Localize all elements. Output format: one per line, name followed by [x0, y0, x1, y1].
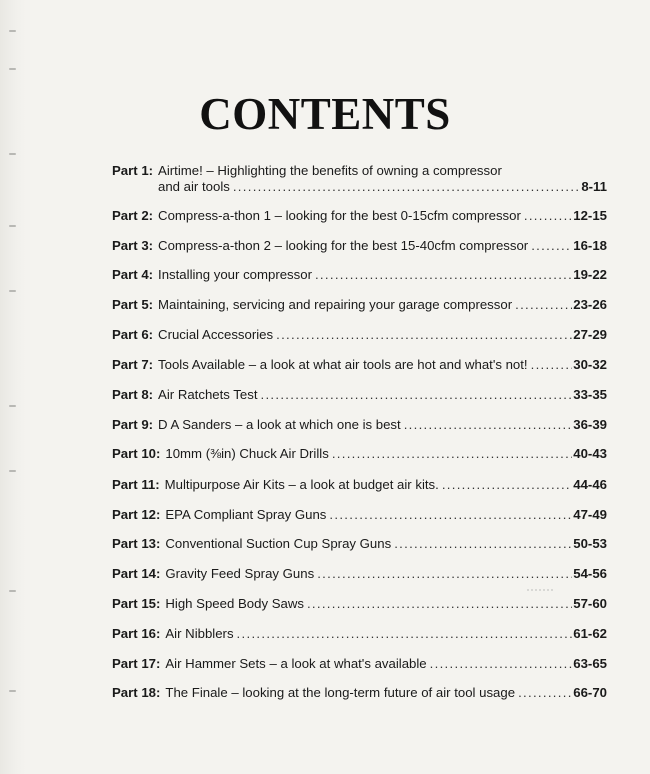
part-title-continuation: and air tools [158, 179, 230, 194]
part-label: Part 1: [112, 163, 154, 178]
part-label: Part 16: [112, 626, 161, 641]
page-range: 12-15 [573, 208, 607, 223]
page-range: 66-70 [573, 685, 607, 700]
dot-leader [317, 566, 572, 582]
part-title: EPA Compliant Spray Guns [165, 507, 327, 522]
part-title: Air Hammer Sets – a look at what's available [165, 656, 427, 671]
binding-mark [9, 225, 16, 227]
part-label: Part 10: [112, 446, 161, 461]
part-title: High Speed Body Saws [165, 596, 304, 611]
binding-mark [9, 470, 16, 472]
part-label: Part 7: [112, 357, 154, 372]
part-label: Part 9: [112, 417, 154, 432]
toc-entry [112, 163, 607, 195]
toc-entry [112, 417, 607, 433]
part-label: Part 2: [112, 208, 154, 223]
part-label: Part 8: [112, 387, 154, 402]
dot-leader [518, 685, 572, 701]
page-range: 33-35 [573, 387, 607, 402]
part-label: Part 18: [112, 685, 161, 700]
toc-entry [112, 507, 607, 523]
page-range: 54-56 [573, 566, 607, 581]
part-label: Part 12: [112, 507, 161, 522]
page-range: 30-32 [573, 357, 607, 372]
toc-entry [112, 656, 607, 672]
part-title: Crucial Accessories [158, 327, 274, 342]
page-range: 16-18 [573, 238, 607, 253]
dot-leader [276, 327, 572, 343]
part-label: Part 3: [112, 238, 154, 253]
page-range: 57-60 [573, 596, 607, 611]
part-label: Part 15: [112, 596, 161, 611]
binding-mark [9, 690, 16, 692]
toc-entry [112, 387, 607, 403]
part-title: Conventional Suction Cup Spray Guns [165, 536, 392, 551]
binding-mark [9, 290, 16, 292]
dot-leader [515, 297, 572, 313]
dot-leader [394, 536, 572, 552]
page-range: 23-26 [573, 297, 607, 312]
page-range: 36-39 [573, 417, 607, 432]
toc-entry [112, 685, 607, 701]
page-range: 40-43 [573, 446, 607, 461]
part-label: Part 13: [112, 536, 161, 551]
dot-leader [260, 387, 572, 403]
dot-leader [524, 208, 572, 224]
toc-entry [112, 297, 607, 313]
toc-entry [112, 536, 607, 552]
print-smudge [527, 587, 553, 593]
dot-leader [332, 446, 572, 462]
toc-entry [112, 238, 607, 254]
page-range: 8-11 [581, 179, 607, 194]
toc-entry [112, 267, 607, 283]
dot-leader [531, 357, 573, 373]
part-title: Installing your compressor [158, 267, 312, 282]
part-title: Tools Available – a look at what air tools are hot and what's not! [158, 357, 528, 372]
part-title: Gravity Feed Spray Guns [165, 566, 315, 581]
part-label: Part 14: [112, 566, 161, 581]
page-range: 19-22 [573, 267, 607, 282]
part-title: Airtime! – Highlighting the benefits of owning a compressor [158, 163, 502, 178]
page-range: 50-53 [573, 536, 607, 551]
part-title: Compress-a-thon 2 – looking for the best 15-40cfm compressor [158, 238, 529, 253]
page-title: CONTENTS [199, 89, 451, 139]
toc-entry [112, 626, 607, 642]
toc-entry [112, 477, 607, 493]
part-title: Maintaining, servicing and repairing your garage compressor [158, 297, 513, 312]
page-range: 27-29 [573, 327, 607, 342]
toc-entry [112, 566, 607, 582]
binding-mark [9, 30, 16, 32]
toc-entry [112, 357, 607, 373]
part-title: D A Sanders – a look at which one is best [158, 417, 401, 432]
part-label: Part 6: [112, 327, 154, 342]
part-title: Compress-a-thon 1 – looking for the best 0-15cfm compressor [158, 208, 521, 223]
page-range: 61-62 [573, 626, 607, 641]
part-label: Part 11: [112, 477, 160, 492]
toc-entry [112, 446, 607, 462]
dot-leader [307, 596, 572, 612]
part-title: 10mm (⅜in) Chuck Air Drills [165, 446, 329, 461]
part-label: Part 17: [112, 656, 161, 671]
dot-leader [329, 507, 572, 523]
dot-leader [315, 267, 572, 283]
toc-entry [112, 208, 607, 224]
binding-mark [9, 405, 16, 407]
dot-leader [404, 417, 573, 433]
page-range: 47-49 [573, 507, 607, 522]
dot-leader [430, 656, 573, 672]
toc-entry [112, 327, 607, 343]
part-label: Part 4: [112, 267, 154, 282]
part-title: Air Ratchets Test [158, 387, 258, 402]
page-range: 44-46 [573, 477, 607, 492]
part-title: Air Nibblers [165, 626, 234, 641]
binding-mark [9, 590, 16, 592]
binding-mark [9, 153, 16, 155]
toc-entry [112, 596, 607, 612]
part-label: Part 5: [112, 297, 154, 312]
part-title: Multipurpose Air Kits – a look at budget air kits. [164, 477, 439, 492]
dot-leader [237, 626, 573, 642]
dot-leader [233, 179, 580, 195]
dot-leader [442, 477, 572, 493]
part-title: The Finale – looking at the long-term future of air tool usage [165, 685, 516, 700]
dot-leader [531, 238, 572, 254]
page-range: 63-65 [573, 656, 607, 671]
binding-mark [9, 68, 16, 70]
